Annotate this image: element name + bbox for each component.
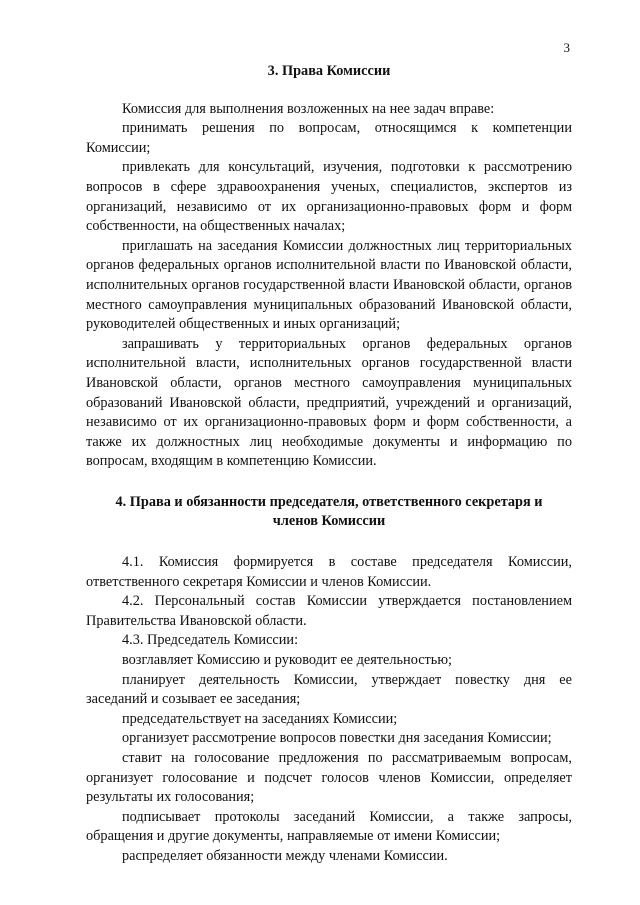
paragraph: возглавляет Комиссию и руководит ее деятельностью; xyxy=(122,652,452,669)
paragraph: 4.2. Персональный состав Комиссии утверждается постановлением Правительства Ивановской области. xyxy=(86,593,572,629)
section-4-title xyxy=(86,493,572,532)
section-4-title-line-2: членов Комиссии xyxy=(272,513,386,530)
paragraph: 4.3. Председатель Комиссии: xyxy=(122,632,299,649)
paragraph: приглашать на заседания Комиссии должностных лиц территориальных органов федеральных органов исполнительной власти по Ивановской области, исполнительных органов государственной власти Ивановской области, органов местного самоуправления муниципальных образований Ивановской области, руководителей общественных и иных организаций; xyxy=(86,237,572,333)
paragraph: привлекать для консультаций, изучения, подготовки к рассмотрению вопросов в сфере здравоохранения ученых, специалистов, экспертов из организаций, независимо от их организационно-правовых форм и форм собственности, на общественных началах; xyxy=(86,159,572,235)
section-4-title-line-1: 4. Права и обязанности председателя, ответственного секретаря и xyxy=(115,493,543,510)
paragraph: распределяет обязанности между членами Комиссии. xyxy=(122,847,448,864)
paragraph: подписывает протоколы заседаний Комиссии, а также запросы, обращения и другие документы, направляемые от имени Комиссии; xyxy=(86,808,572,845)
paragraph: планирует деятельность Комиссии, утверждает повестку дня ее заседаний и созывает ее заседания; xyxy=(86,671,572,708)
paragraph: председательствует на заседаниях Комиссии; xyxy=(122,710,398,727)
paragraph: ставит на голосование предложения по рассматриваемым вопросам, организует голосование и подсчет голосов членов Комиссии, определяет результаты их голосования; xyxy=(86,750,572,806)
paragraph: принимать решения по вопросам, относящимся к компетенции Комиссии; xyxy=(86,120,572,156)
document-body xyxy=(86,62,572,867)
page-number: 3 xyxy=(563,40,570,55)
section-3-title: 3. Права Комиссии xyxy=(267,63,391,79)
paragraph: 4.1. Комиссия формируется в составе председателя Комиссии, ответственного секретаря Комиссии и членов Комиссии. xyxy=(86,554,572,590)
paragraph: запрашивать у территориальных органов федеральных органов исполнительной власти, исполнительных органов государственной власти Ивановской области, органов местного самоуправления муниципальных образований Ивановской области, предприятий, учреждений и организаций, независимо от их организационно-правовых форм и форм собственности, а также их должностных лиц необходимые документы и информацию по вопросам, входящим в компетенцию Комиссии. xyxy=(86,335,572,470)
paragraph: организует рассмотрение вопросов повестки дня заседания Комиссии; xyxy=(122,730,552,747)
paragraph: Комиссия для выполнения возложенных на нее задач вправе: xyxy=(122,100,495,117)
